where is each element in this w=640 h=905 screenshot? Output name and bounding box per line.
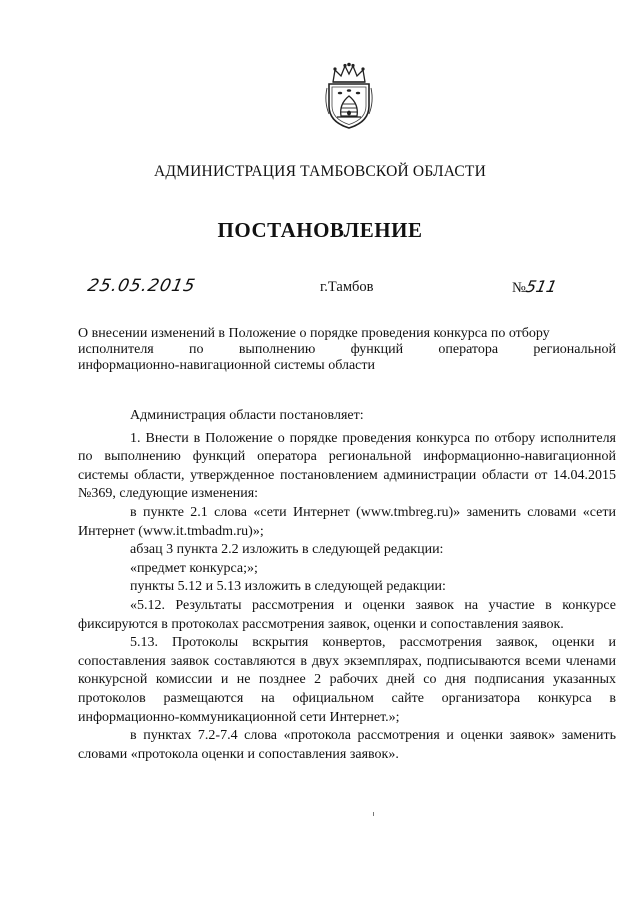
scan-speck bbox=[372, 812, 375, 816]
number-value: 511 bbox=[523, 277, 559, 296]
subject-line-3: информационно-навигационной системы области bbox=[78, 358, 375, 373]
body-paragraph-7: 5.13. Протоколы вскрытия конвертов, рассмотрения заявок, оценки и сопоставления заявок составляются в двух экземплярах, подписываются всеми членами конкурсной комиссии и не позднее 2 рабочих дней со дня подписания указанных протоколов размещаются на официальном сайте организатора конкурса в информационно-коммуникационной сети Интернет.»; bbox=[78, 635, 616, 725]
body-paragraph-3: абзац 3 пункта 2.2 изложить в следующей редакции: bbox=[130, 542, 444, 558]
body-intro: Администрация области постановляет: bbox=[130, 408, 364, 423]
body-paragraph-6: «5.12. Результаты рассмотрения и оценки заявок на участие в конкурсе фиксируются в протоколах рассмотрения заявок, оценки и сопоставления заявок. bbox=[78, 597, 616, 632]
body-paragraph-8: в пунктах 7.2-7.4 слова «протокола рассмотрения и оценки заявок» заменить словами «протокола оценки и сопоставления заявок». bbox=[78, 728, 616, 762]
document-number bbox=[512, 277, 559, 297]
subject-line-2: исполнителя по выполнению функций оператора региональной bbox=[78, 342, 616, 357]
document-type-title: ПОСТАНОВЛЕНИЕ bbox=[217, 218, 423, 242]
coat-of-arms-icon bbox=[323, 62, 375, 130]
organization-name: АДМИНИСТРАЦИЯ ТАМБОВСКОЙ ОБЛАСТИ bbox=[154, 163, 486, 180]
body-paragraph-2: в пункте 2.1 слова «сети Интернет (www.tmbreg.ru)» заменить словами «сети Интернет (www.it.tmbadm.ru)»; bbox=[78, 504, 616, 539]
body-paragraph-1: 1. Внести в Положение о порядке проведения конкурса по отбору исполнителя по выполнению функций оператора региональной информационно-навигационной системы области, утвержденное постановлением администрации области от 14.04.2015 №369, следующие изменения: bbox=[78, 430, 616, 502]
document-date: 25.05.2015 bbox=[85, 276, 198, 296]
document-body bbox=[78, 407, 616, 764]
body-paragraph-4: «предмет конкурса;»; bbox=[130, 560, 258, 576]
document-subject bbox=[78, 326, 616, 374]
subject-line-1: О внесении изменений в Положение о порядке проведения конкурса по отбору bbox=[78, 326, 550, 341]
body-paragraph-5: пункты 5.12 и 5.13 изложить в следующей редакции: bbox=[130, 579, 446, 595]
number-prefix: № bbox=[512, 280, 526, 296]
document-city: г.Тамбов bbox=[320, 279, 374, 295]
